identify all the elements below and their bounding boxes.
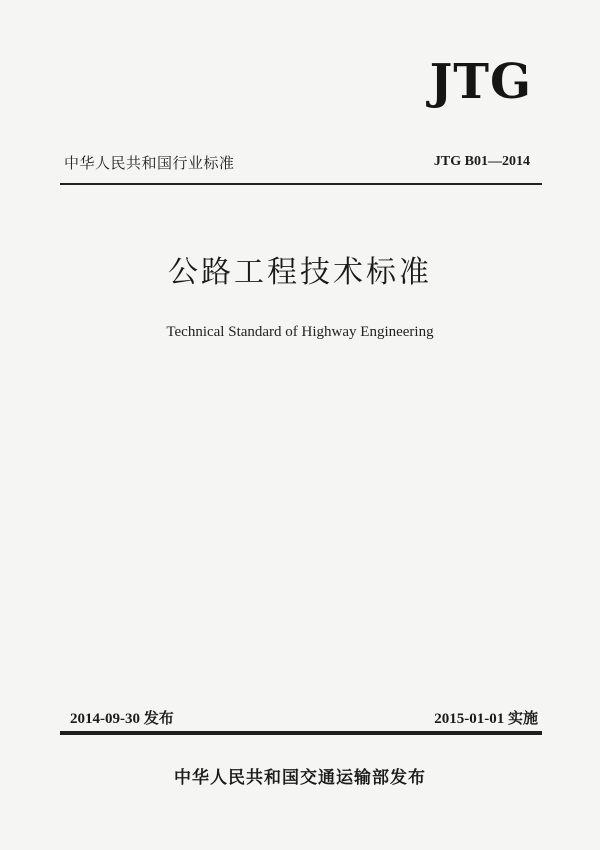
bottom-divider [60, 731, 542, 735]
title-english: Technical Standard of Highway Engineering [166, 324, 434, 340]
top-divider [60, 183, 542, 185]
standard-type: 中华人民共和国行业标准 [64, 154, 235, 172]
issue-date: 2014-09-30 发布 [70, 711, 174, 727]
title-chinese: 公路工程技术标准 [168, 255, 432, 290]
standard-number: JTG B01—2014 [433, 154, 530, 169]
implementation-date: 2015-01-01 实施 [434, 711, 538, 727]
publisher: 中华人民共和国交通运输部发布 [174, 768, 426, 788]
jtg-logo: JTG [429, 54, 532, 110]
